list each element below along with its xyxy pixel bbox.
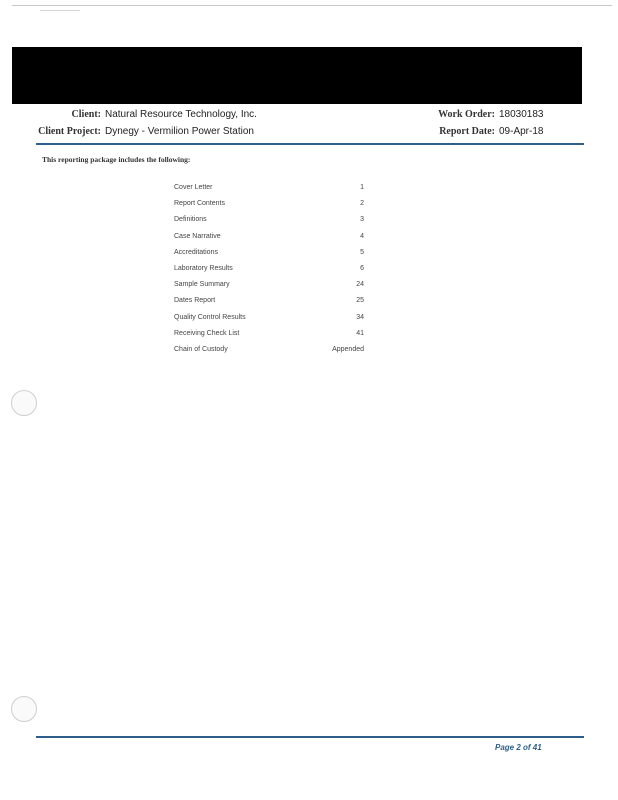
list-item bbox=[174, 184, 364, 200]
list-item bbox=[174, 314, 364, 330]
top-scan-mark bbox=[40, 10, 80, 11]
item-page: 6 bbox=[360, 264, 364, 272]
client-value: Natural Resource Technology, Inc. bbox=[105, 109, 257, 120]
item-name: Cover Letter bbox=[174, 184, 213, 191]
item-name: Definitions bbox=[174, 216, 207, 224]
client-project-value: Dynegy - Vermilion Power Station bbox=[105, 126, 254, 137]
item-page: 5 bbox=[360, 248, 364, 256]
item-page: 24 bbox=[356, 281, 364, 289]
item-page: 25 bbox=[356, 297, 364, 305]
item-page: 34 bbox=[356, 313, 364, 321]
list-item bbox=[174, 216, 364, 232]
list-item bbox=[174, 233, 364, 249]
client-label: Client: bbox=[71, 109, 101, 120]
item-name: Dates Report bbox=[174, 297, 216, 305]
list-item bbox=[174, 265, 364, 281]
item-name: Case Narrative bbox=[174, 232, 221, 240]
item-name: Receiving Check List bbox=[174, 329, 240, 337]
report-contents-list bbox=[174, 184, 364, 362]
redacted-header-bar bbox=[12, 47, 582, 104]
list-item bbox=[174, 200, 364, 216]
list-item bbox=[174, 249, 364, 265]
item-page: 4 bbox=[360, 232, 364, 240]
footer-divider bbox=[36, 736, 584, 738]
list-item bbox=[174, 297, 364, 313]
work-order-label: Work Order: bbox=[438, 109, 495, 120]
work-order-value: 18030183 bbox=[499, 109, 544, 120]
item-name: Laboratory Results bbox=[174, 264, 233, 272]
report-date-value: 09-Apr-18 bbox=[499, 126, 544, 137]
item-page: Appended bbox=[332, 345, 364, 353]
item-name: Chain of Custody bbox=[174, 345, 228, 353]
report-date-label: Report Date: bbox=[439, 126, 495, 137]
item-name: Accreditations bbox=[174, 248, 218, 256]
item-page: 3 bbox=[360, 216, 364, 224]
top-scan-rule bbox=[12, 5, 612, 6]
header-divider bbox=[36, 143, 584, 145]
binder-hole-upper bbox=[11, 390, 37, 416]
list-item bbox=[174, 330, 364, 346]
item-page: 41 bbox=[356, 329, 364, 337]
list-item bbox=[174, 281, 364, 297]
item-name: Report Contents bbox=[174, 200, 225, 208]
page-number: Page 2 of 41 bbox=[495, 743, 542, 752]
item-name: Sample Summary bbox=[174, 281, 230, 289]
list-item bbox=[174, 346, 364, 362]
client-project-label: Client Project: bbox=[38, 126, 101, 137]
binder-hole-lower bbox=[11, 696, 37, 722]
item-page: 1 bbox=[360, 184, 364, 191]
item-name: Quality Control Results bbox=[174, 313, 246, 321]
package-intro: This reporting package includes the following: bbox=[42, 155, 191, 164]
item-page: 2 bbox=[360, 200, 364, 208]
